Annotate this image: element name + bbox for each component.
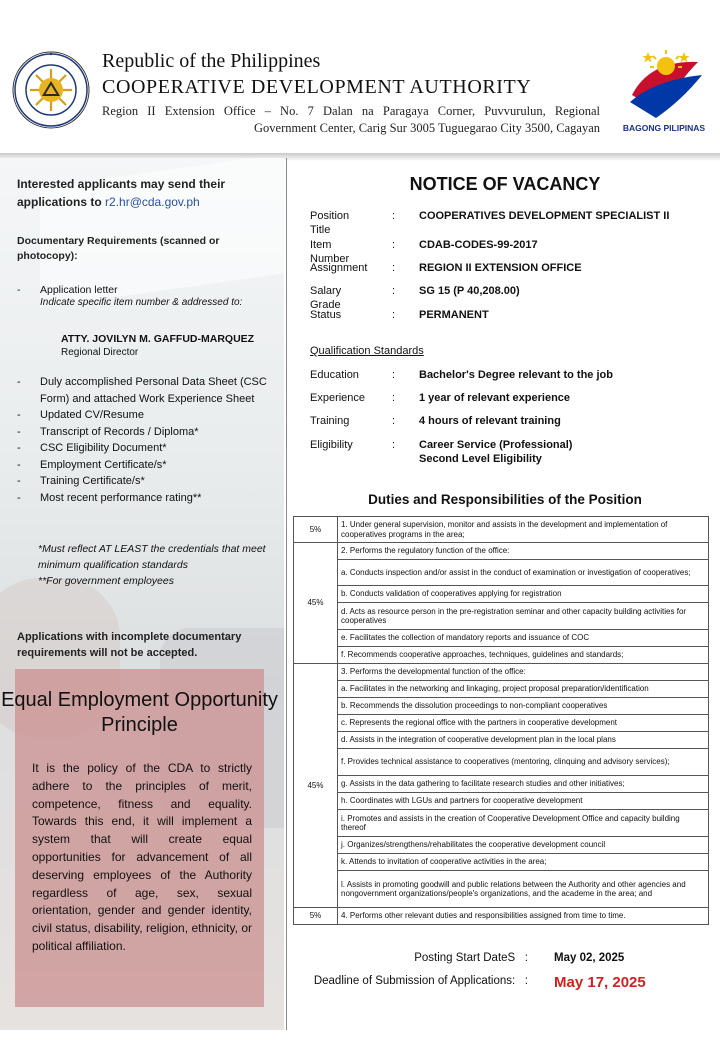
percent-cell: 5% bbox=[294, 908, 338, 925]
list-item: - Most recent performance rating** bbox=[17, 491, 202, 504]
eeo-title: Equal Employment Opportunity Principle bbox=[1, 689, 278, 736]
table-row bbox=[294, 837, 709, 854]
table-row bbox=[294, 749, 709, 776]
addressee-title: Regional Director bbox=[61, 347, 139, 358]
header-address bbox=[102, 103, 600, 137]
table-row bbox=[294, 560, 709, 586]
table-row bbox=[294, 854, 709, 871]
duty-cell: c. Represents the regional office with the partners in cooperative development bbox=[338, 715, 709, 732]
bagong-pilipinas-label: BAGONG PILIPINAS bbox=[622, 123, 706, 133]
requirements-notes bbox=[38, 541, 268, 589]
list-item: - CSC Eligibility Document* bbox=[17, 442, 167, 454]
duty-cell: d. Assists in the integration of cooperative development plan in the local plans bbox=[338, 732, 709, 749]
percent-cell: 5% bbox=[294, 517, 338, 543]
addressee bbox=[61, 332, 254, 360]
list-item: - Updated CV/Resume bbox=[17, 409, 144, 421]
duty-cell: 4. Performs other relevant duties and responsibilities assigned from time to time. bbox=[338, 908, 709, 925]
addressee-name: ATTY. JOVILYN M. GAFFUD-MARQUEZ bbox=[61, 333, 255, 345]
duty-cell: 2. Performs the regulatory function of the office: bbox=[338, 543, 709, 560]
duty-cell: i. Promotes and assists in the creation of Cooperative Development Office and capacity building thereof bbox=[338, 810, 709, 837]
header-address-line-2: Government Center, Carig Sur 3005 Tuguegarao City 3500, Cagayan bbox=[254, 121, 600, 135]
duty-cell: f. Recommends cooperative approaches, techniques, guidelines and standards; bbox=[338, 647, 709, 664]
duty-cell: d. Acts as resource person in the pre-registration seminar and other capacity building activities for cooperatives bbox=[338, 603, 709, 630]
table-row bbox=[294, 908, 709, 925]
posting-start-value: May 02, 2025 bbox=[554, 952, 625, 964]
duty-cell: a. Conducts inspection and/or assist in the conduct of examination or investigation of cooperatives; bbox=[338, 560, 709, 586]
duties-title: Duties and Responsibilities of the Position bbox=[368, 492, 642, 507]
header-republic: Republic of the Philippines bbox=[102, 50, 321, 72]
header-agency-name: COOPERATIVE DEVELOPMENT AUTHORITY bbox=[102, 76, 532, 98]
note-double-star: **For government employees bbox=[38, 575, 174, 587]
table-row bbox=[294, 543, 709, 560]
duty-cell: f. Provides technical assistance to cooperatives (mentoring, clinquing and advisory services); bbox=[338, 749, 709, 776]
duty-cell: a. Facilitates in the networking and linkaging, project proposal preparation/identification bbox=[338, 681, 709, 698]
table-row bbox=[294, 776, 709, 793]
duty-cell: k. Attends to invitation of cooperative activities in the area; bbox=[338, 854, 709, 871]
application-intro: Interested applicants may send their applications to r2.hr@cda.gov.ph bbox=[17, 177, 226, 209]
email-link[interactable]: r2.hr@cda.gov.ph bbox=[105, 195, 200, 209]
table-row bbox=[294, 715, 709, 732]
table-row bbox=[294, 732, 709, 749]
table-row bbox=[294, 603, 709, 630]
duty-cell: b. Recommends the dissolution proceedings to non-compliant cooperatives bbox=[338, 698, 709, 715]
qualification-standards-heading: Qualification Standards bbox=[310, 345, 424, 357]
duty-cell: h. Coordinates with LGUs and partners for cooperative development bbox=[338, 793, 709, 810]
cda-seal-logo bbox=[12, 51, 90, 129]
list-item: - Training Certificate/s* bbox=[17, 475, 145, 487]
documentary-requirements-heading: Documentary Requirements (scanned or photocopy): bbox=[17, 235, 220, 262]
posting-start-label: Posting Start DateS : bbox=[414, 952, 528, 964]
list-item: - Transcript of Records / Diploma* bbox=[17, 425, 199, 438]
duty-cell: b. Conducts validation of cooperatives applying for registration bbox=[338, 586, 709, 603]
duty-cell: e. Facilitates the collection of mandatory reports and issuance of COC bbox=[338, 630, 709, 647]
percent-cell: 45% bbox=[294, 664, 338, 908]
list-item: - Employment Certificate/s* bbox=[17, 458, 167, 471]
duty-cell: g. Assists in the data gathering to facilitate research studies and other initiatives; bbox=[338, 776, 709, 793]
table-row bbox=[294, 647, 709, 664]
table-row bbox=[294, 664, 709, 681]
table-row bbox=[294, 681, 709, 698]
duties-table bbox=[293, 516, 709, 925]
column-divider bbox=[286, 158, 287, 1030]
duty-cell: 3. Performs the developmental function of the office: bbox=[338, 664, 709, 681]
list-item: - Duly accomplished Personal Data Sheet (CSC Form) and attached Work Experience Sheet bbox=[17, 376, 267, 405]
table-row bbox=[294, 793, 709, 810]
table-row bbox=[294, 810, 709, 837]
requirements-list bbox=[17, 374, 279, 506]
deadline-label: Deadline of Submission of Applications: : bbox=[313, 975, 528, 987]
header-address-line-1: Region II Extension Office – No. 7 Dalan na Paragaya Corner, Puvvurulun, Regional bbox=[102, 104, 600, 118]
table-row bbox=[294, 871, 709, 908]
table-row bbox=[294, 586, 709, 603]
table-row bbox=[294, 517, 709, 543]
note-star: *Must reflect AT LEAST the credentials that meet minimum qualification standards bbox=[38, 543, 266, 571]
percent-cell: 45% bbox=[294, 543, 338, 664]
duty-cell: l. Assists in promoting goodwill and public relations between the Authority and other agencies and nongovernment organizations/people's organizations, and the academe in the area; and bbox=[338, 871, 709, 908]
incomplete-warning: Applications with incomplete documentary requirements will not be accepted. bbox=[17, 631, 242, 659]
bagong-pilipinas-logo bbox=[620, 40, 710, 136]
table-row bbox=[294, 698, 709, 715]
table-row bbox=[294, 630, 709, 647]
deadline-value: May 17, 2025 bbox=[554, 974, 646, 991]
notice-title: NOTICE OF VACANCY bbox=[409, 174, 601, 194]
duty-cell: 1. Under general supervision, monitor and assists in the development and implementation of cooperatives programs in the area; bbox=[338, 517, 709, 543]
eeo-body: It is the policy of the CDA to strictly adhere to the principles of merit, competence, fitness and equality. Towards this end, it will implement a system that will create equal opportunities for advancement of all deserving employees of the Authority regardless of age, sex, sexual orientation, gender and gender identity, civil status, disability, religion, ethnicity, or political affiliation. bbox=[32, 761, 252, 953]
duty-cell: j. Organizes/strengthens/rehabilitates the cooperative development council bbox=[338, 837, 709, 854]
